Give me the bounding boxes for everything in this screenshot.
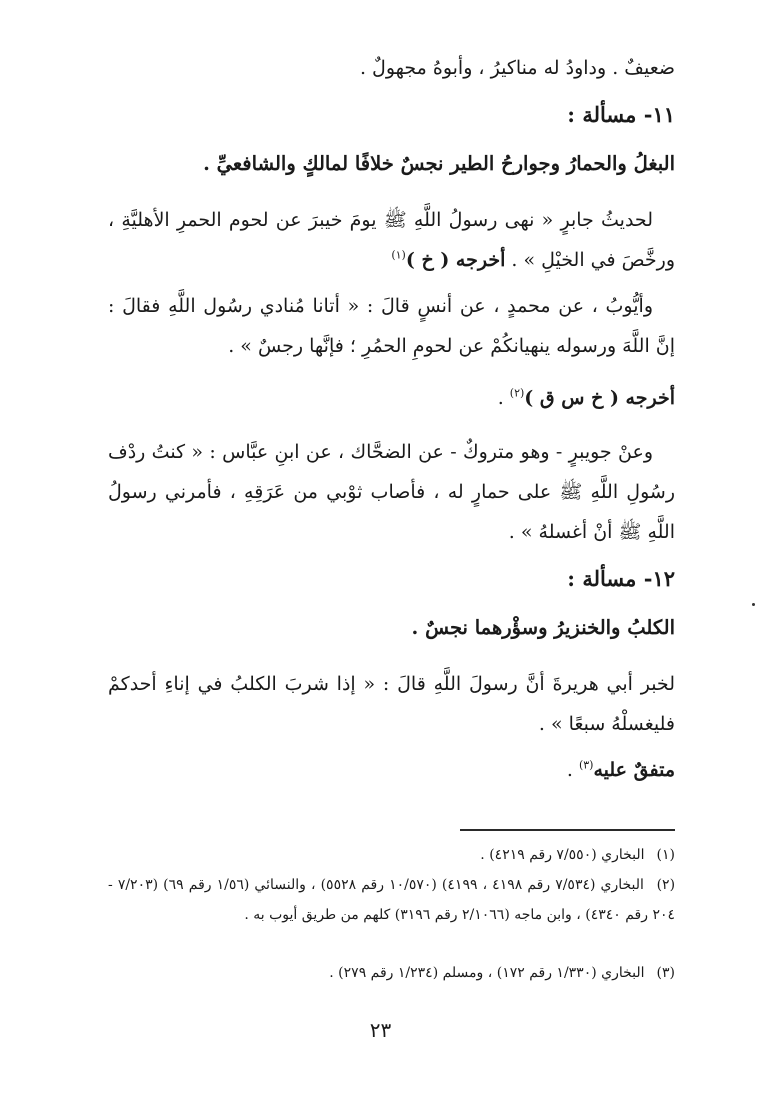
- hadith-jabir-text: لحديثُ جابرٍ « نهى رسولُ اللَّهِ ﷺ يومَ خيبرَ عن لحوم الحمرِ الأهليَّةِ ، ورخَّصَ في الخيْلِ » .: [108, 209, 675, 271]
- hadith-juwaybir-paragraph: [108, 432, 675, 552]
- footnote-ref-1: (١): [391, 248, 406, 262]
- agreed-upon-source: متفقٌ عليه: [593, 759, 675, 781]
- footnote-1-number: (١): [656, 847, 675, 863]
- hadith-anas-source-end: .: [497, 387, 504, 409]
- hadith-anas-text: وأيُّوبُ ، عن محمدٍ ، عن أنسٍ قالَ : « أتانا مُنادي رسُول اللَّهِ فقالَ : إنَّ اللَّهَ ورسوله ينهيانكُمْ عن لحومِ الحمُرِ ؛ فإنَّها رجسٌ » .: [108, 295, 675, 357]
- footnote-2: [108, 870, 675, 930]
- footnote-3: [108, 958, 675, 988]
- hadith-jabir-source: أخرجه ( خ ): [405, 249, 506, 271]
- issue-11-title: [108, 98, 675, 132]
- footnote-ref-3: (٣): [578, 758, 594, 772]
- footnote-ref-2: (٢): [509, 386, 525, 400]
- hadith-anas-paragraph: [108, 286, 675, 366]
- footnote-2-number: (٢): [656, 877, 676, 893]
- hadith-abu-hurayra-text: لخبر أبي هريرةَ أنَّ رسولَ اللَّهِ قالَ : « إذا شربَ الكلبُ في إناءِ أحدكمْ فليغسلْهُ سبعًا » .: [108, 673, 675, 735]
- agreed-upon-line: [108, 750, 675, 790]
- hadith-jabir-paragraph: [108, 200, 675, 280]
- footnote-1-text: البخاري (٧/٥٥٠ رقم ٤٢١٩) .: [480, 847, 645, 863]
- issue-12-statement-text: الكلبُ والخنزيرُ وسؤْرهما نجسٌ .: [411, 616, 675, 639]
- issue-12-statement: [108, 612, 675, 644]
- footnote-separator: [460, 829, 675, 831]
- footnote-1: [108, 840, 675, 870]
- intro-line: [108, 48, 675, 88]
- footnote-2-text: البخاري (٧/٥٣٤ رقم ٤١٩٨ ، ٤١٩٩) (١٠/٥٧٠ رقم ٥٥٢٨) ، والنسائي (١/٥٦ رقم ٦٩) (٧/٢٠٣ - ٢٠٤ رقم ٤٣٤٠) ، وابن ماجه (٢/١٠٦٦ رقم ٣١٩٦) كلهم من طريق أيوب به .: [108, 877, 675, 923]
- hadith-juwaybir-text: وعنْ جويبرٍ - وهو متروكٌ - عن الضحَّاك ، عن ابنِ عبَّاس : « كنتُ ردْف رسُولِ اللَّهِ ﷺ على حمارٍ له ، فأصاب ثوْبي من عَرَقِهِ ، فأمرني رسولُ اللَّهِ ﷺ أنْ أغسلهُ » .: [108, 441, 675, 543]
- hadith-anas-source: أخرجه ( خ س ق ): [524, 387, 675, 409]
- issue-11-statement-text: البغلُ والحمارُ وجوارحُ الطير نجسٌ خلافًا لمالكٍ والشافعيِّ .: [203, 152, 675, 175]
- issue-12-title: [108, 562, 675, 596]
- agreed-upon-end: .: [566, 759, 573, 781]
- issue-11-statement: [108, 148, 675, 180]
- hadith-abu-hurayra-paragraph: [108, 664, 675, 744]
- intro-text: ضعيفٌ . وداودُ له مناكيرُ ، وأبوهُ مجهولٌ .: [359, 57, 675, 79]
- page-number: ٢٣: [369, 1018, 392, 1042]
- issue-12-title-text: ١٢- مسألة :: [567, 566, 675, 591]
- issue-11-title-text: ١١- مسألة :: [567, 102, 675, 127]
- footnote-3-number: (٣): [656, 965, 675, 981]
- footnote-3-text: البخاري (١/٣٣٠ رقم ١٧٢) ، ومسلم (١/٢٣٤ رقم ٢٧٩) .: [329, 965, 645, 981]
- hadith-anas-source-line: [108, 378, 675, 418]
- margin-dot: [752, 603, 755, 606]
